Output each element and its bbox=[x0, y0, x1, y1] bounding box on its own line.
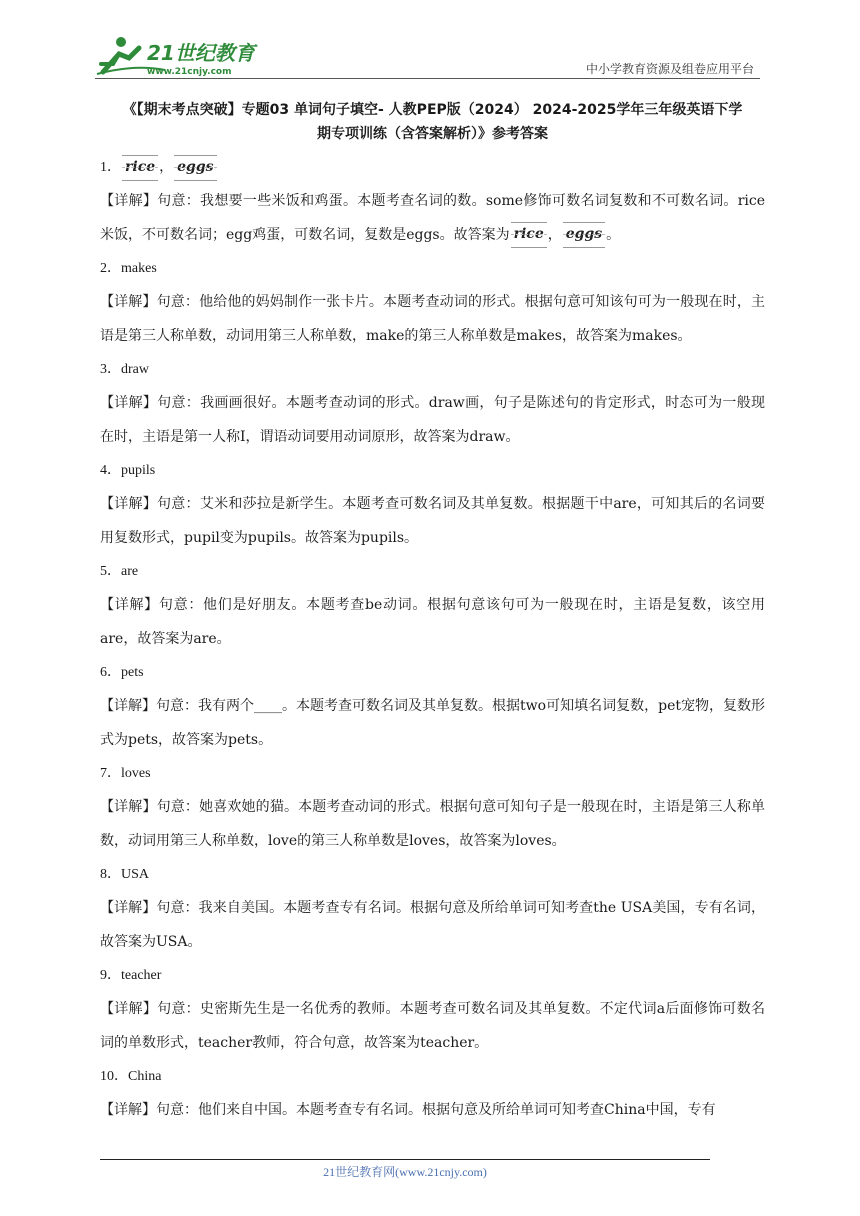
page-footer: 21世纪教育网(www.21cnjy.com) bbox=[323, 1165, 487, 1179]
explanation-7: 【详解】句意：她喜欢她的猫。本题考查动词的形式。根据句意可知句子是一般现在时，主语是第三人称单数，动词用第三人称单数，love的第三人称单数是loves，故答案为loves。 bbox=[100, 799, 765, 849]
svg-text:www.21cnjy.com: www.21cnjy.com bbox=[147, 67, 232, 77]
answer-9: teacher bbox=[121, 968, 162, 983]
question-number-8: 8．USA bbox=[100, 867, 150, 882]
explanation-6: 【详解】句意：我有两个____。本题考查可数名词及其单复数。根据two可知填名词复数，pet宠物，复数形式为pets，故答案为pets。 bbox=[100, 698, 765, 748]
explanation-3: 【详解】句意：我画画很好。本题考查动词的形式。draw画，句子是陈述句的肯定形式，时态可为一般现在时，主语是第一人称I，谓语动词要用动词原形，故答案为draw。 bbox=[100, 395, 765, 445]
explanation-2: 【详解】句意：他给他的妈妈制作一张卡片。本题考查动词的形式。根据句意可知该句可为一般现在时，主语是第三人称单数，动词用第三人称单数，make的第三人称单数是makes，故答案为makes。 bbox=[100, 294, 765, 344]
explanation-1: 【详解】句意：我想要一些米饭和鸡蛋。本题考查名词的数。some修饰可数名词复数和不可数名词。rice米饭，不可数名词；egg鸡蛋，可数名词，复数是eggs。故答案为 rice ， eggs 。 bbox=[100, 185, 765, 252]
footer-divider bbox=[100, 1159, 710, 1160]
handwritten-answer-rice-2: rice bbox=[511, 222, 547, 248]
explanation-8: 【详解】句意：我来自美国。本题考查专有名词。根据句意及所给单词可知考查the USA美国，专有名词，故答案为USA。 bbox=[100, 900, 765, 950]
answer-list bbox=[100, 151, 765, 1128]
handwritten-answer-rice: rice bbox=[122, 155, 158, 181]
handwritten-answer-eggs-2: eggs bbox=[563, 222, 605, 248]
answer-3: draw bbox=[121, 362, 149, 377]
title-line-1: 《【期末考点突破】专题03 单词句子填空- 人教PEP版（2024） 2024-2025学年三年级英语下学 bbox=[122, 102, 743, 118]
answer-4: pupils bbox=[121, 463, 156, 478]
answer-10: China bbox=[128, 1069, 162, 1084]
svg-text:21世纪教育: 21世纪教育 bbox=[147, 41, 255, 65]
page-header bbox=[95, 34, 760, 82]
explanation-9: 【详解】句意：史密斯先生是一名优秀的教师。本题考查可数名词及其单复数。不定代词a后面修饰可数名词的单数形式，teacher教师，符合句意，故答案为teacher。 bbox=[100, 1001, 765, 1051]
question-number-10: 10．China bbox=[100, 1069, 162, 1084]
answer-8: USA bbox=[121, 867, 150, 882]
explanation-5: 【详解】句意：他们是好朋友。本题考查be动词。根据句意该句可为一般现在时，主语是复数，该空用are，故答案为are。 bbox=[100, 597, 765, 647]
title-line-2: 期专项训练（含答案解析）》参考答案 bbox=[317, 126, 548, 142]
question-number-3: 3．draw bbox=[100, 362, 149, 377]
explanation-10: 【详解】句意：他们来自中国。本题考查专有名词。根据句意及所给单词可知考查China中国，专有 bbox=[100, 1102, 716, 1118]
header-divider bbox=[95, 78, 760, 79]
question-number-6: 6．pets bbox=[100, 665, 144, 680]
answer-6: pets bbox=[121, 665, 144, 680]
answer-2: makes bbox=[121, 261, 157, 276]
question-number-2: 2．makes bbox=[100, 261, 157, 276]
handwritten-answer-eggs: eggs bbox=[174, 155, 216, 181]
header-platform-text: 中小学教育资源及组卷应用平台 bbox=[585, 62, 754, 76]
question-number-1: 1． rice ， eggs bbox=[100, 151, 765, 185]
answer-7: loves bbox=[121, 766, 151, 781]
question-number-4: 4．pupils bbox=[100, 463, 156, 478]
question-number-7: 7．loves bbox=[100, 766, 151, 781]
question-number-5: 5．are bbox=[100, 564, 139, 579]
question-number-9: 9．teacher bbox=[100, 968, 162, 983]
document-title bbox=[100, 98, 765, 146]
explanation-4: 【详解】句意：艾米和莎拉是新学生。本题考查可数名词及其单复数。根据题干中are，可知其后的名词要用复数形式，pupil变为pupils。故答案为pupils。 bbox=[100, 496, 765, 546]
21cnjy-logo bbox=[95, 34, 265, 78]
answer-5: are bbox=[121, 564, 139, 579]
